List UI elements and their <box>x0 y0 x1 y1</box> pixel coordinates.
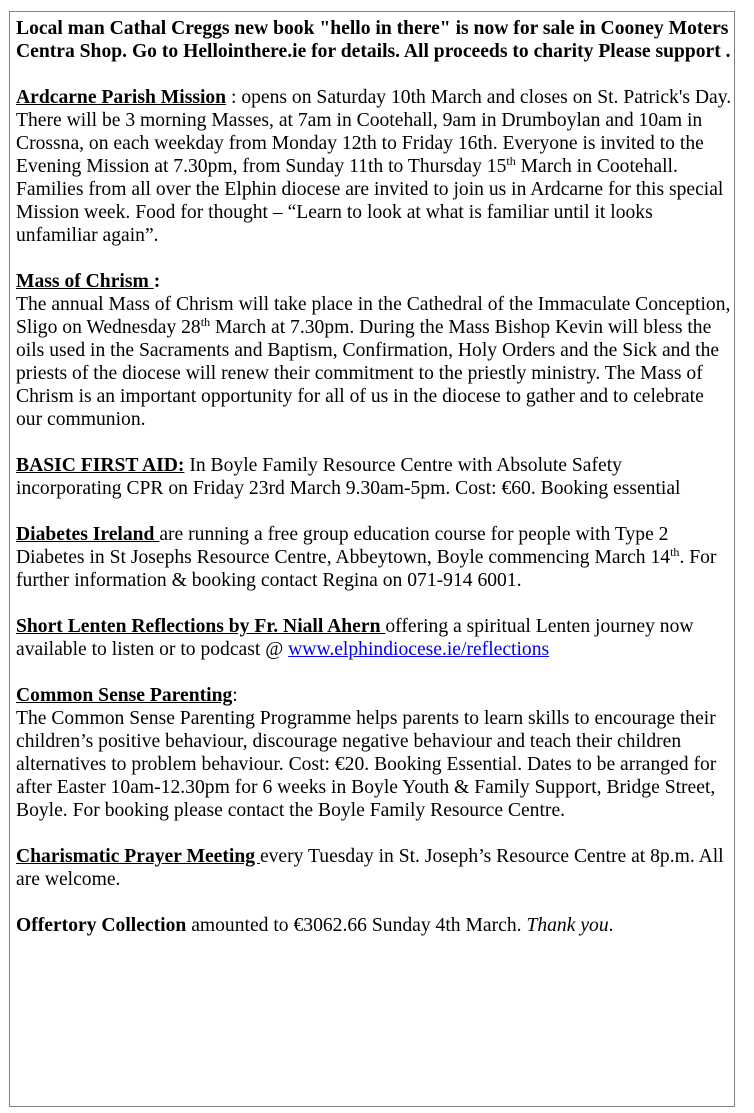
diabetes-body-cont: . For further information & booking contact Regina on 071-914 6001. <box>16 547 717 591</box>
offertory-end: . <box>608 915 614 936</box>
book-notice-text: Local man Cathal Creggs new book "hello in there" is now for sale in Cooney Moters Centra Shop. Go to Hellointhere.ie for details. All proceeds to charity Please support . <box>16 18 731 62</box>
parenting-notice <box>16 684 732 822</box>
parenting-heading: Common Sense Parenting <box>16 685 233 706</box>
mass-of-chrism-notice <box>16 270 732 431</box>
mass-of-chrism-heading: Mass of Chrism <box>16 271 154 292</box>
diabetes-body: are running a free group education course for people with Type 2 Diabetes in St Josephs Resource Centre, Abbeytown, Boyle commencing March 14 <box>16 524 671 568</box>
parish-mission-body: : opens on Saturday 10th March and closes on St. Patrick's Day. There will be 3 morning Masses, at 7am in Cootehall, 9am in Drumboylan and 10am in Crossna, on each weekday from Monday 12th to Friday 16th. Everyone is invited to the Evening Mission at 7.30pm, from Sunday 11th to Thursday 15 <box>16 87 732 177</box>
first-aid-body: In Boyle Family Resource Centre with Absolute Safety incorporating CPR on Friday 23rd March 9.30am-5pm. Cost: €60. Booking essential <box>16 455 681 499</box>
prayer-meeting-body: every Tuesday in St. Joseph’s Resource Centre at 8p.m. All are welcome. <box>16 846 724 890</box>
parenting-body: The Common Sense Parenting Programme helps parents to learn skills to encourage their children’s positive behaviour, discourage negative behaviour and teach their children alternatives to problem behaviour. Cost: €20. Booking Essential. Dates to be arranged for after Easter 10am-12.30pm for 6 weeks in Boyle Youth & Family Support, Bridge Street, Boyle. For booking please contact the Boyle Family Resource Centre. <box>16 708 717 821</box>
parish-mission-body-cont: March in Cootehall. Families from all over the Elphin diocese are invited to join us in Ardcarne for this special Mission week. Food for thought – “Learn to look at what is familiar until it looks unfamiliar again”. <box>16 156 724 246</box>
reflections-link[interactable]: www.elphindiocese.ie/reflections <box>288 639 550 660</box>
offertory-notice <box>16 914 732 937</box>
diabetes-heading: Diabetes Ireland <box>16 524 160 545</box>
mass-of-chrism-sup: th <box>200 315 211 329</box>
newsletter-content <box>16 17 732 960</box>
offertory-body: amounted to €3062.66 Sunday 4th March. <box>186 915 527 936</box>
mass-of-chrism-body-cont: March at 7.30pm. During the Mass Bishop Kevin will bless the oils used in the Sacraments and Baptism, Confirmation, Holy Orders and the Sick and the priests of the diocese will renew their commitment to the priestly ministry. The Mass of Chrism is an important opportunity for all of us in the diocese to gather and to celebrate our communion. <box>16 317 720 430</box>
parish-mission-heading: Ardcarne Parish Mission <box>16 87 227 108</box>
first-aid-notice <box>16 454 732 500</box>
reflections-notice <box>16 615 732 661</box>
offertory-heading: Offertory Collection <box>16 915 187 936</box>
mass-of-chrism-body: The annual Mass of Chrism will take place in the Cathedral of the Immaculate Conception, Sligo on Wednesday 28 <box>16 294 731 338</box>
parenting-colon: : <box>232 685 238 706</box>
parish-mission-notice <box>16 86 732 247</box>
parish-mission-sup: th <box>506 154 516 168</box>
mass-of-chrism-colon: : <box>153 271 161 292</box>
book-notice <box>16 17 732 63</box>
diabetes-sup: th <box>670 545 680 559</box>
offertory-thanks: Thank you <box>526 915 609 936</box>
reflections-heading: Short Lenten Reflections by Fr. Niall Ahern <box>16 616 386 637</box>
first-aid-heading: BASIC FIRST AID: <box>16 455 185 476</box>
prayer-meeting-notice <box>16 845 732 891</box>
reflections-body: offering a spiritual Lenten journey now available to listen or to podcast @ <box>16 616 694 660</box>
diabetes-notice <box>16 523 732 592</box>
prayer-meeting-heading: Charismatic Prayer Meeting <box>16 846 260 867</box>
